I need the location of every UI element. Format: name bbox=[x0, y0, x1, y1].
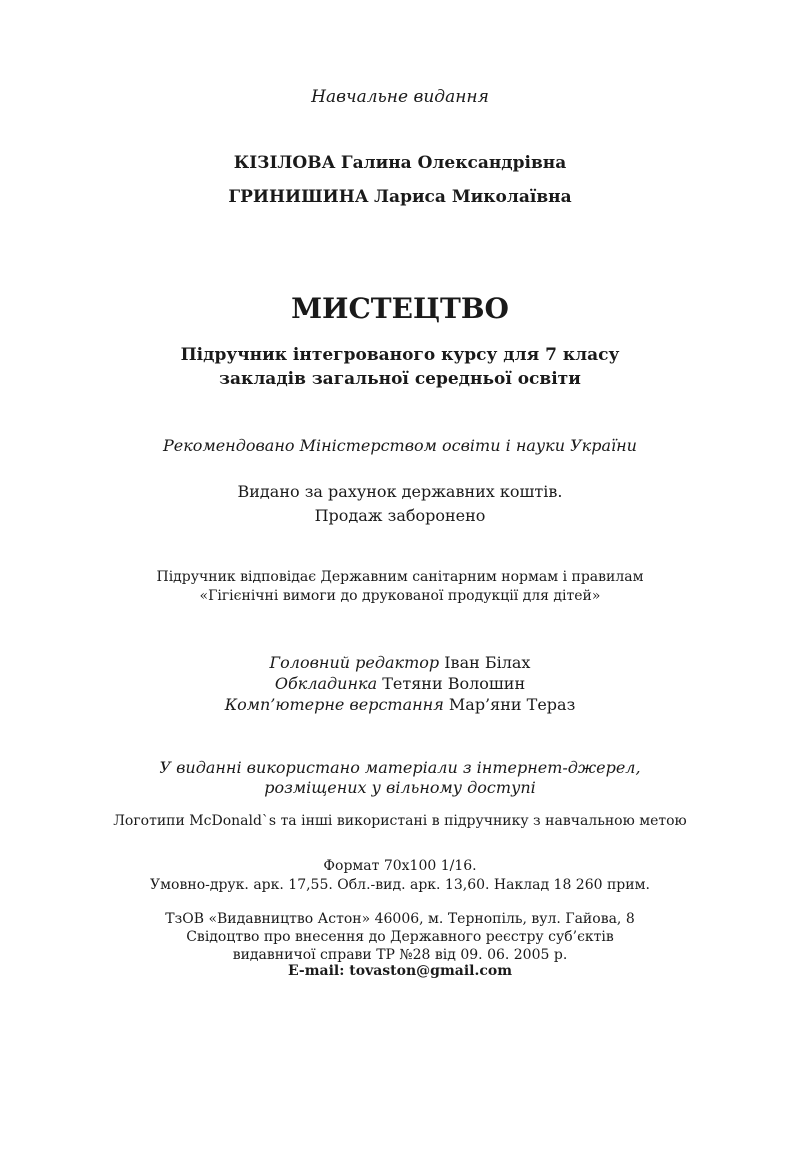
subtitle-line: закладів загальної середньої освіти bbox=[219, 369, 581, 389]
hygiene-line: «Гігієнічні вимоги до друкованої продукції для дітей» bbox=[199, 588, 601, 604]
sources-note-line: розміщених у вільному доступі bbox=[264, 778, 536, 797]
format-line: Формат 70x100 1/16. bbox=[323, 858, 477, 874]
author-given-name: Галина Олександрівна bbox=[340, 153, 567, 173]
publisher-email[interactable]: E-mail: tovaston@gmail.com bbox=[287, 963, 513, 979]
edition-type: Навчальне видання bbox=[311, 87, 489, 107]
publisher-address: ТзОВ «Видавництво Астон» 46006, м. Тернопіль, вул. Гайова, 8 bbox=[165, 911, 635, 927]
recommendation: Рекомендовано Міністерством освіти і науки України bbox=[163, 436, 637, 455]
author-surname: ГРИНИШИНА bbox=[228, 187, 369, 207]
author-line bbox=[0, 189, 800, 206]
credit-role: Головний редактор bbox=[269, 653, 440, 672]
credit-name: Мар’яни Тераз bbox=[448, 695, 576, 714]
credit-role: Комп’ютерне верстання bbox=[224, 695, 444, 714]
credit-line bbox=[0, 676, 800, 692]
print-run-line: Умовно-друк. арк. 17,55. Обл.-вид. арк. 13,60. Наклад 18 260 прим. bbox=[150, 877, 650, 893]
certificate-line: видавничої справи ТР №28 від 09. 06. 2005 р. bbox=[232, 947, 568, 963]
subtitle-line: Підручник інтегрованого курсу для 7 класу bbox=[180, 345, 620, 365]
credit-line bbox=[0, 697, 800, 713]
author-line bbox=[0, 155, 800, 172]
funding-line: Продаж заборонено bbox=[314, 506, 486, 525]
credit-role: Обкладинка bbox=[274, 674, 378, 693]
certificate-line: Свідоцтво про внесення до Державного реєстру суб’єктів bbox=[186, 929, 614, 945]
credit-name: Тетяни Волошин bbox=[382, 674, 526, 693]
logos-note: Логотипи McDonald`s та інші використані в підручнику з навчальною метою bbox=[113, 813, 687, 829]
book-title: МИСТЕЦТВО bbox=[291, 292, 509, 325]
author-given-name: Лариса Миколаївна bbox=[374, 187, 572, 207]
funding-line: Видано за рахунок державних коштів. bbox=[237, 482, 563, 501]
credit-name: Іван Білах bbox=[444, 653, 531, 672]
credit-line bbox=[0, 655, 800, 671]
author-surname: КІЗІЛОВА bbox=[233, 153, 336, 173]
sources-note-line: У виданні використано матеріали з інтернет-джерел, bbox=[159, 758, 641, 777]
hygiene-line: Підручник відповідає Державним санітарним нормам і правилам bbox=[156, 569, 644, 585]
